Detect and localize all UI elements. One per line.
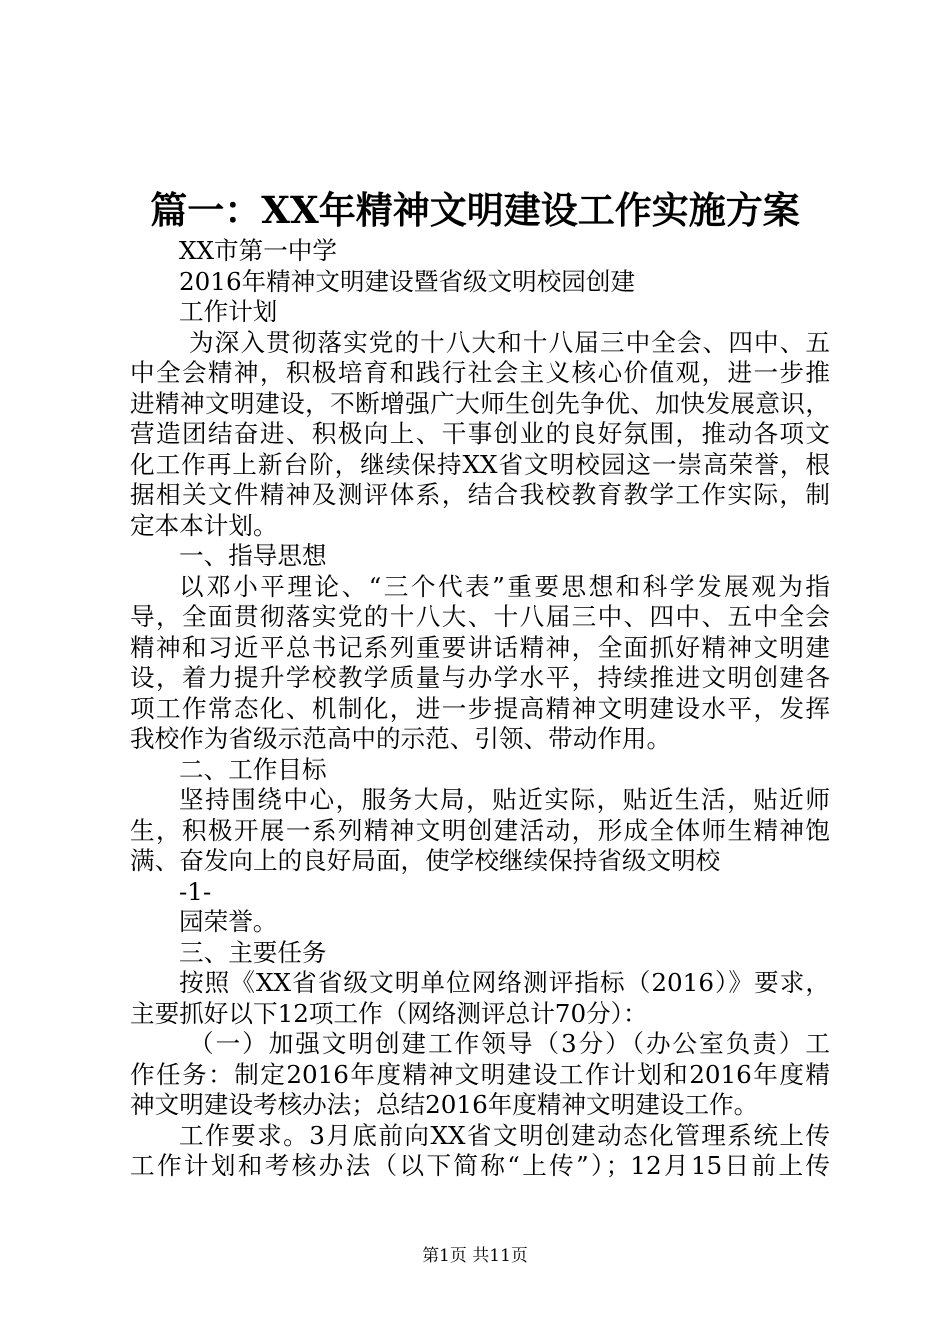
text-line: 为深入贯彻落实党的十八大和十八届三中全会、四中、五	[189, 327, 830, 357]
text-line: XX市第一中学	[179, 236, 337, 265]
text-line: 满、奋发向上的良好局面，使学校继续保持省级文明校	[130, 846, 721, 875]
text-line: 坚持围绕中心，服务大局，贴近实际，贴近生活，贴近师	[179, 785, 830, 814]
text-line: 中全会精神，积极培育和践行社会主义核心价值观，进一步推	[130, 358, 830, 387]
text-line: 2016年精神文明建设暨省级文明校园创建	[179, 266, 636, 296]
text-line: 精神和习近平总书记系列重要讲话精神，全面抓好精神文明建	[130, 632, 830, 662]
page-footer: 第1页 共11页	[422, 1246, 528, 1266]
text-line: 园荣誉。	[179, 907, 278, 936]
text-line: 工作计划和考核办法（以下简称“上传”）；12月15日前上传	[130, 1151, 830, 1180]
document-body	[130, 236, 830, 1182]
text-line: 据相关文件精神及测评体系，结合我校教育教学工作实际，制	[130, 480, 830, 509]
text-line: 主要抓好以下12项工作（网络测评总计70分）：	[130, 998, 648, 1028]
text-line: 营造团结奋进、积极向上、干事创业的良好氛围，推动各项文	[130, 419, 830, 448]
text-line: 生，积极开展一系列精神文明创建活动，形成全体师生精神饱	[130, 815, 830, 845]
text-line: （一）加强文明创建工作领导（3分）（办公室负责）工	[189, 1029, 830, 1058]
text-line: -1-	[179, 876, 212, 906]
text-line: 化工作再上新台阶，继续保持XX省文明校园这一崇高荣誉，根	[130, 449, 830, 479]
text-line: 工作要求。3月底前向XX省文明创建动态化管理系统上传	[179, 1120, 830, 1150]
text-line: 导，全面贯彻落实党的十八大、十八届三中、四中、五中全会	[130, 602, 830, 631]
text-line: 三、主要任务	[179, 937, 327, 967]
text-line: 作任务：制定2016年度精神文明建设工作计划和2016年度精	[130, 1059, 830, 1089]
document-title: 篇一：XX年精神文明建设工作实施方案	[150, 188, 800, 232]
text-line: 进精神文明建设，不断增强广大师生创先争优、加快发展意识，	[130, 388, 830, 418]
text-line: 一、指导思想	[179, 541, 327, 570]
text-line: 神文明建设考核办法；总结2016年度精神文明建设工作。	[130, 1090, 759, 1119]
text-line: 设，着力提升学校教学质量与办学水平，持续推进文明创建各	[130, 663, 830, 692]
text-line: 以邓小平理论、“三个代表”重要思想和科学发展观为指	[179, 571, 830, 601]
text-line: 工作计划	[179, 297, 278, 326]
text-line: 我校作为省级示范高中的示范、引领、带动作用。	[130, 724, 672, 753]
text-line: 定本本计划。	[130, 510, 278, 540]
text-line: 项工作常态化、机制化，进一步提高精神文明建设水平，发挥	[130, 693, 830, 723]
text-line: 二、工作目标	[179, 754, 327, 784]
text-line: 按照《XX省省级文明单位网络测评指标（2016）》要求，	[179, 968, 830, 997]
